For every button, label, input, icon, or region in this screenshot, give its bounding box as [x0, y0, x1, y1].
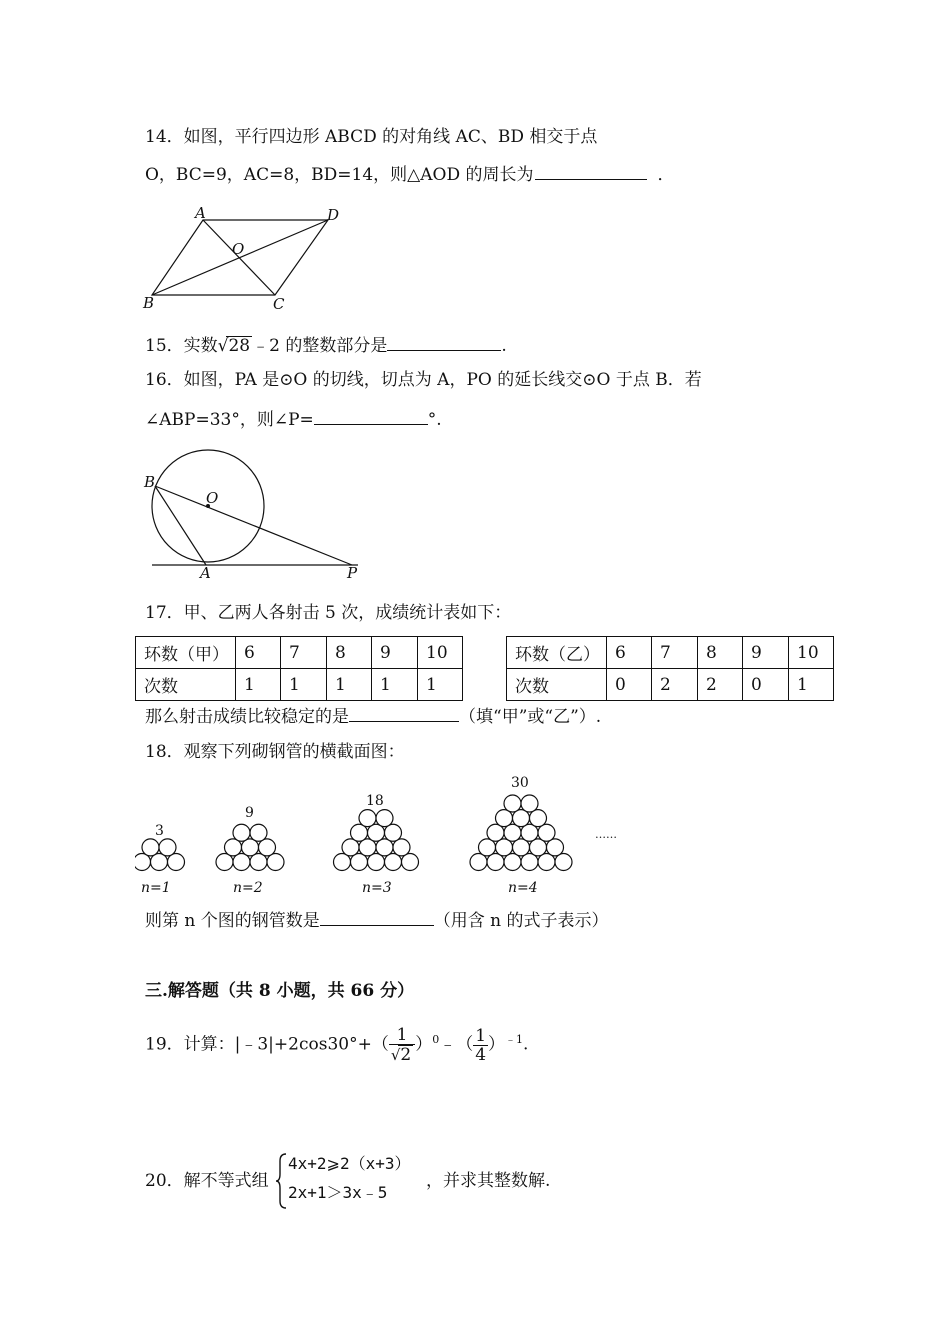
pipe-count-4: 30: [511, 775, 529, 791]
table-cell: 10: [789, 637, 834, 669]
steel-pipe: [521, 795, 538, 812]
q19-prefix: 19．计算：|﹣3|+2cos30°+（: [145, 1034, 389, 1055]
pipe-count-2: 9: [245, 805, 254, 821]
table-row: [136, 637, 463, 669]
label-c: C: [273, 295, 285, 313]
q17-question: 那么射击成绩比较稳定的是: [145, 707, 349, 727]
steel-pipe: [142, 839, 159, 856]
table-cell: 次数: [136, 669, 236, 701]
q16-line1: 16．如图，PA 是⊙O 的切线，切点为 A，PO 的延长线交⊙O 于点 B．若: [145, 370, 702, 390]
table-cell: 次数: [507, 669, 607, 701]
q19-fraction-1: $\frac{1}{√2}$: [389, 1026, 415, 1064]
fraction-denominator: 2: [400, 1045, 412, 1066]
table-cell: 1: [236, 669, 281, 701]
table-cell: 8: [698, 637, 743, 669]
q20-suffix: ，并求其整数解.: [426, 1171, 551, 1191]
q20-inequality-2: 2x+1＞3x﹣5: [288, 1183, 388, 1202]
line-bp: [155, 486, 352, 565]
q18-answer-blank[interactable]: [320, 909, 434, 926]
label-a: A: [200, 564, 211, 582]
q19-mid: ﹣（: [439, 1034, 474, 1055]
steel-pipe: [233, 824, 250, 841]
q19-exponent-2: ﹣1: [505, 1033, 524, 1046]
q16-circle-tangent-figure: [140, 448, 370, 584]
table-cell: 1: [418, 669, 463, 701]
table-cell: 7: [281, 637, 327, 669]
q18-intro: 18．观察下列砌钢管的横截面图：: [145, 742, 405, 762]
steel-pipe: [504, 795, 521, 812]
brace-icon: [274, 1152, 288, 1210]
q20-prefix: 20．解不等式组: [145, 1171, 269, 1191]
q15-rest: ﹣2 的整数部分是: [252, 336, 388, 356]
q14-end: ．: [657, 165, 675, 185]
q15-line: 15．实数√28 ﹣2 的整数部分是 .: [145, 336, 507, 356]
table-cell: 1: [281, 669, 327, 701]
table-cell: 2: [698, 669, 743, 701]
table-cell: 2: [652, 669, 698, 701]
q18-hint: （用含 n 的式子表示）: [433, 911, 609, 931]
label-b: B: [144, 473, 156, 491]
q16-end: °.: [427, 410, 442, 430]
line-ba: [155, 486, 206, 565]
score-table-yi: [506, 636, 834, 701]
pipe-label-4: n=4: [508, 880, 538, 896]
pipe-count-3: 18: [366, 793, 384, 809]
q14-answer-blank[interactable]: [535, 163, 647, 180]
q17-question-line: [145, 705, 601, 728]
table-row: [507, 637, 834, 669]
q18-question: 则第 n 个图的钢管数是: [145, 911, 320, 931]
q14-line2-text: O，BC=9，AC=8，BD=14，则△AOD 的周长为: [145, 165, 534, 185]
pipe-label-2: n=2: [233, 880, 263, 896]
table-cell: 9: [743, 637, 789, 669]
q15-end: .: [501, 336, 507, 356]
q16-answer-blank[interactable]: [314, 408, 428, 425]
q16-line2: [145, 408, 442, 431]
table-cell: 1: [372, 669, 418, 701]
pipe-count-1: 3: [155, 823, 164, 839]
steel-pipe: [159, 839, 176, 856]
q20-inequality-1: 4x+2⩾2（x+3）: [288, 1154, 411, 1173]
table-cell: 7: [652, 637, 698, 669]
q18-question-line: [145, 909, 609, 932]
table-cell: 10: [418, 637, 463, 669]
label-b: B: [143, 294, 155, 312]
q19-fraction-2: [473, 1027, 488, 1064]
q15-radicand: 28: [228, 336, 251, 356]
q19-exponent-1: 0: [432, 1033, 440, 1046]
label-d: D: [327, 206, 340, 224]
q17-intro: 17．甲、乙两人各射击 5 次，成绩统计表如下：: [145, 603, 512, 623]
q17-answer-blank[interactable]: [349, 705, 459, 722]
label-p: P: [347, 564, 358, 582]
q19-line: 19．计算：|﹣3|+2cos30°+（ $\frac{1}{√2}$ ）$^0$﹣（ $\frac{1}{4}$ ）$^{﹣1}$.: [145, 1025, 529, 1066]
q15-prefix: 15．实数: [145, 336, 218, 356]
fraction-numerator: 1: [389, 1026, 415, 1045]
q18-steel-pipes-figure: [135, 770, 625, 898]
steel-pipe: [376, 810, 393, 827]
table-cell: 环数（乙）: [507, 637, 607, 669]
steel-pipe: [359, 810, 376, 827]
fraction-numerator: 1: [475, 1025, 487, 1046]
table-row: [136, 669, 463, 701]
table-row: [507, 669, 834, 701]
table-cell: 6: [607, 637, 652, 669]
pipes-ellipsis: ……: [595, 828, 617, 841]
table-cell: 0: [607, 669, 652, 701]
q19-end: .: [523, 1034, 529, 1055]
table-cell: 1: [789, 669, 834, 701]
table-cell: 9: [372, 637, 418, 669]
score-table-jia: [135, 636, 463, 701]
pipe-label-3: n=3: [362, 880, 392, 896]
table-cell: 0: [743, 669, 789, 701]
section-title: 三.解答题（共 8 小题，共 66 分）: [145, 981, 415, 1001]
pipe-label-1: n=1: [141, 880, 171, 896]
q14-line1: 14．如图，平行四边形 ABCD 的对角线 AC、BD 相交于点: [145, 127, 598, 147]
q14-line2: [145, 163, 674, 186]
table-cell: 1: [327, 669, 372, 701]
label-o: O: [232, 240, 245, 258]
q15-answer-blank[interactable]: [387, 334, 501, 351]
steel-pipe: [250, 824, 267, 841]
table-cell: 8: [327, 637, 372, 669]
q16-line2-text: ∠ABP=33°，则∠P=: [145, 410, 314, 430]
table-cell: 6: [236, 637, 281, 669]
q14-parallelogram-figure: [140, 203, 350, 315]
label-a: A: [195, 204, 206, 222]
fraction-denominator: 4: [475, 1044, 487, 1065]
q17-hint: （填“甲”或“乙”）.: [459, 707, 602, 727]
table-cell: 环数（甲）: [136, 637, 236, 669]
label-o: O: [206, 489, 219, 507]
